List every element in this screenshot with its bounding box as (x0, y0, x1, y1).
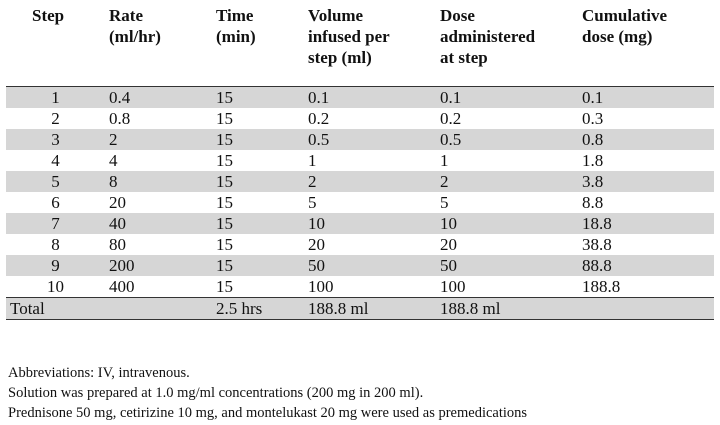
cell-cumulative: 8.8 (582, 192, 604, 212)
cell-time: 15 (216, 192, 233, 212)
cell-volume: 20 (308, 234, 325, 254)
cell-cumulative: 0.1 (578, 86, 714, 108)
cell-time: 15 (212, 86, 304, 108)
cell-cumulative: 18.8 (578, 213, 714, 234)
table-header-row (6, 5, 714, 86)
cell-cumulative: 88.8 (578, 255, 714, 276)
total-row (6, 297, 714, 319)
cell-dose: 20 (440, 234, 457, 254)
cell-rate: 4 (109, 150, 118, 170)
cell-volume: 5 (308, 192, 317, 212)
cell-time: 15 (216, 108, 233, 128)
cell-volume: 0.2 (308, 108, 330, 128)
cell-dose: 0.2 (440, 108, 462, 128)
cell-volume: 100 (308, 276, 334, 296)
cell-step: 10 (47, 276, 64, 296)
cell-time: 15 (216, 150, 233, 170)
cell-step: 6 (51, 192, 60, 212)
header-volume: Volume infused per step (ml) (308, 6, 390, 67)
cell-rate: 200 (105, 255, 212, 276)
dosing-table (6, 5, 714, 320)
cell-step: 1 (6, 86, 105, 108)
cell-dose: 50 (436, 255, 578, 276)
table-row (6, 234, 714, 255)
table-row (6, 171, 714, 192)
cell-rate: 400 (109, 276, 135, 296)
cell-cumulative: 0.8 (578, 129, 714, 150)
table-footnotes (8, 363, 714, 423)
cell-volume: 1 (308, 150, 317, 170)
cell-volume: 10 (304, 213, 436, 234)
cell-cumulative: 1.8 (582, 150, 604, 170)
total-label: Total (6, 297, 105, 319)
header-time: Time (min) (216, 6, 256, 46)
cell-step: 2 (51, 108, 60, 128)
footnote-premedications: Prednisone 50 mg, cetirizine 10 mg, and montelukast 20 mg were used as premedications (8, 405, 528, 421)
table-row (6, 192, 714, 213)
cell-time: 15 (216, 234, 233, 254)
cell-dose: 100 (440, 276, 466, 296)
cell-rate: 0.4 (105, 86, 212, 108)
cell-volume: 0.5 (304, 129, 436, 150)
table-row (6, 255, 714, 276)
cell-time: 15 (212, 129, 304, 150)
total-rate (105, 297, 212, 319)
cell-time: 15 (212, 171, 304, 192)
total-volume: 188.8 ml (304, 297, 436, 319)
cell-step: 7 (6, 213, 105, 234)
cell-rate: 2 (105, 129, 212, 150)
cell-volume: 2 (304, 171, 436, 192)
cell-volume: 50 (304, 255, 436, 276)
table-body (6, 86, 714, 319)
cell-rate: 8 (105, 171, 212, 192)
cell-step: 4 (51, 150, 60, 170)
header-rate: Rate (ml/hr) (109, 6, 161, 46)
header-step: Step (32, 6, 65, 25)
cell-time: 15 (212, 213, 304, 234)
cell-dose: 0.1 (436, 86, 578, 108)
cell-dose: 10 (436, 213, 578, 234)
cell-dose: 1 (440, 150, 449, 170)
cell-rate: 80 (109, 234, 126, 254)
table-row (6, 108, 714, 129)
cell-step: 3 (6, 129, 105, 150)
cell-dose: 2 (436, 171, 578, 192)
cell-dose: 5 (440, 192, 449, 212)
cell-time: 15 (212, 255, 304, 276)
cell-cumulative: 0.3 (582, 108, 604, 128)
cell-time: 15 (216, 276, 233, 296)
cell-step: 8 (51, 234, 60, 254)
total-cumulative (578, 297, 714, 319)
footnote-solution: Solution was prepared at 1.0 mg/ml concentrations (200 mg in 200 ml). (8, 385, 424, 401)
cell-cumulative: 3.8 (578, 171, 714, 192)
cell-rate: 40 (105, 213, 212, 234)
table-row (6, 150, 714, 171)
footnote-abbreviations: Abbreviations: IV, intravenous. (8, 365, 190, 381)
header-dose: Dose administered at step (440, 6, 536, 67)
header-cumulative-dose: Cumulative dose (mg) (582, 6, 667, 46)
cell-cumulative: 38.8 (582, 234, 612, 254)
table-row (6, 86, 714, 108)
cell-dose: 0.5 (436, 129, 578, 150)
cell-step: 9 (6, 255, 105, 276)
table-row (6, 129, 714, 150)
cell-cumulative: 188.8 (582, 276, 621, 296)
cell-rate: 20 (109, 192, 126, 212)
cell-rate: 0.8 (109, 108, 131, 128)
cell-volume: 0.1 (304, 86, 436, 108)
table-row (6, 276, 714, 298)
cell-step: 5 (6, 171, 105, 192)
total-time: 2.5 hrs (212, 297, 304, 319)
table-row (6, 213, 714, 234)
total-dose: 188.8 ml (436, 297, 578, 319)
